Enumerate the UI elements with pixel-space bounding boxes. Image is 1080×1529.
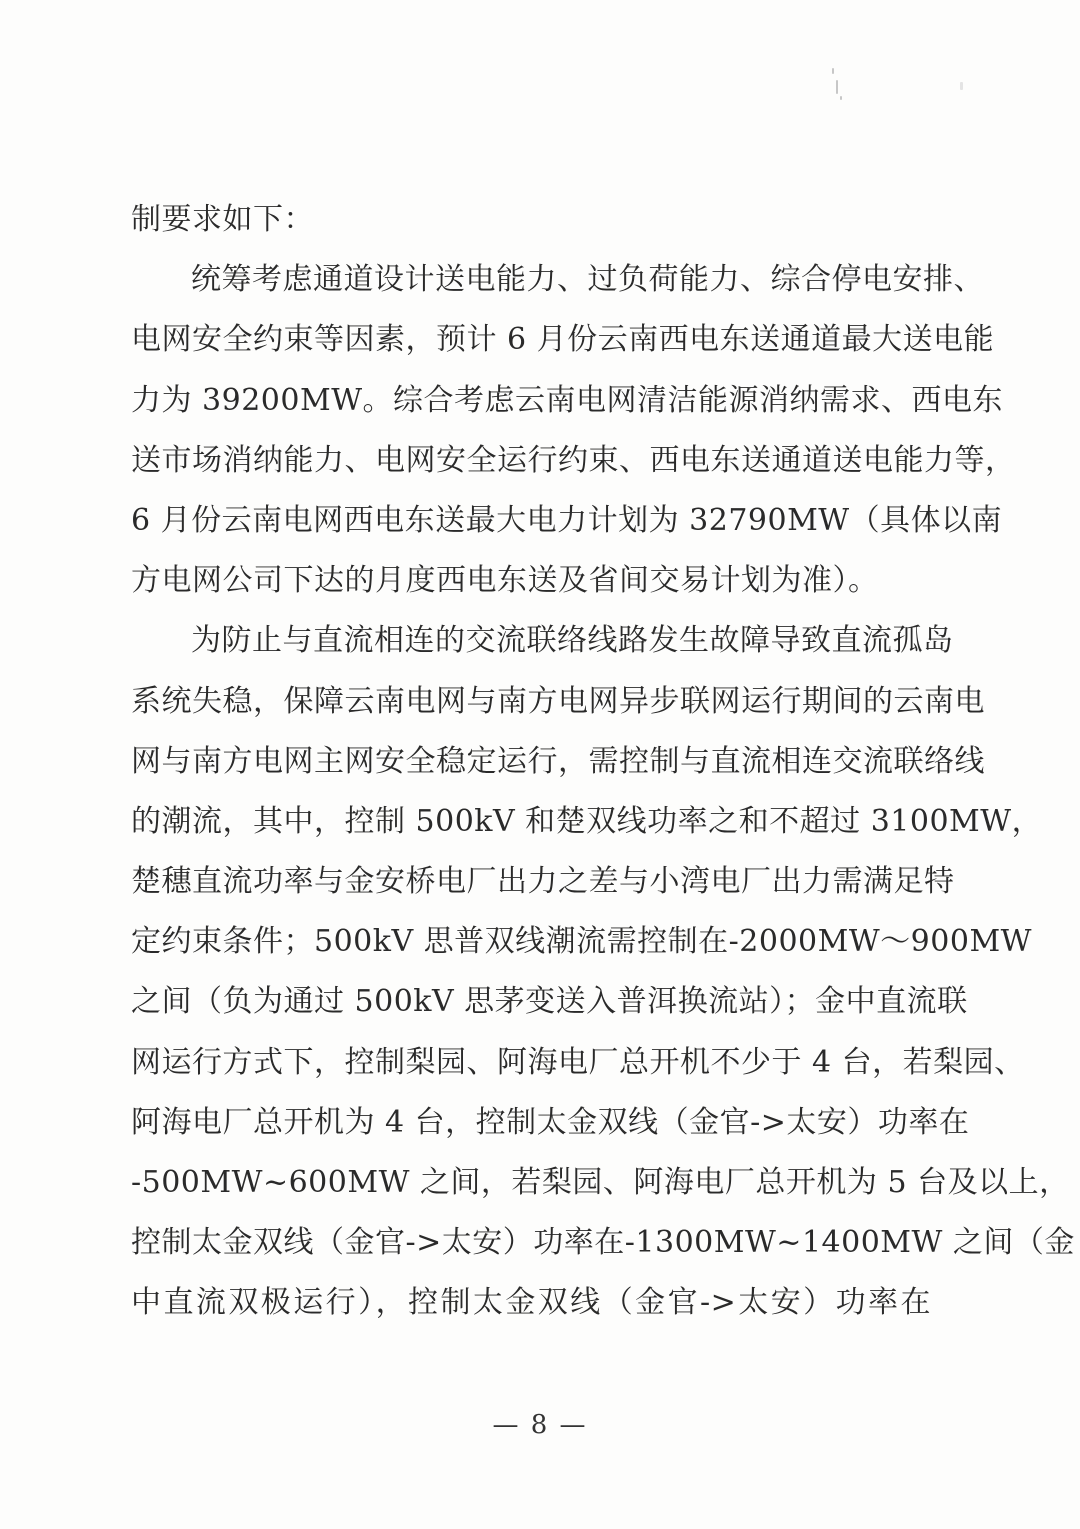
text-line: 楚穗直流功率与金安桥电厂出力之差与小湾电厂出力需满足特 (131, 864, 955, 900)
text-line: -500MW~600MW 之间，若梨园、阿海电厂总开机为 5 台及以上， (131, 1165, 1070, 1200)
text-line: 网与南方电网主网安全稳定运行，需控制与直流相连交流联络线 (131, 743, 985, 779)
text-line: 系统失稳，保障云南电网与南方电网异步联网运行期间的云南电 (131, 683, 985, 719)
text-line: 的潮流，其中，控制 500kV 和楚双线功率之和不超过 3100MW， (131, 803, 1043, 839)
text-line: 中直流双极运行），控制太金双线（金官->太安）功率在 (131, 1285, 931, 1321)
body-text (131, 190, 1075, 1334)
text-line: 方电网公司下达的月度西电东送及省间交易计划为准）。 (131, 563, 879, 599)
text-line: 力为 39200MW。综合考虑云南电网清洁能源消纳需求、西电东 (131, 382, 1004, 418)
text-line: 统筹考虑通道设计送电能力、过负荷能力、综合停电安排、 (191, 262, 984, 298)
text-line: 为防止与直流相连的交流联络线路发生故障导致直流孤岛 (191, 623, 954, 659)
text-line: 制要求如下： (131, 202, 314, 237)
text-line: 电网安全约束等因素，预计 6 月份云南西电东送通道最大送电能 (131, 322, 995, 358)
text-line: 6 月份云南电网西电东送最大电力计划为 32790MW（具体以南 (131, 502, 1003, 538)
text-line: 之间（负为通过 500kV 思茅变送入普洱换流站）；金中直流联 (131, 984, 968, 1020)
page-number: — 8 — (492, 1410, 588, 1440)
text-line: 定约束条件；500kV 思普双线潮流需控制在-2000MW～900MW (131, 924, 1032, 960)
text-line: 送市场消纳能力、电网安全运行约束、西电东送通道送电能力等， (131, 442, 1016, 478)
text-line: 阿海电厂总开机为 4 台，控制太金双线（金官->太安）功率在 (131, 1104, 970, 1140)
text-line: 网运行方式下，控制梨园、阿海电厂总开机不少于 4 台，若梨园、 (131, 1044, 1025, 1080)
text-line: 控制太金双线（金官->太安）功率在-1300MW~1400MW 之间（金 (131, 1225, 1075, 1261)
scan-specks (820, 60, 980, 110)
